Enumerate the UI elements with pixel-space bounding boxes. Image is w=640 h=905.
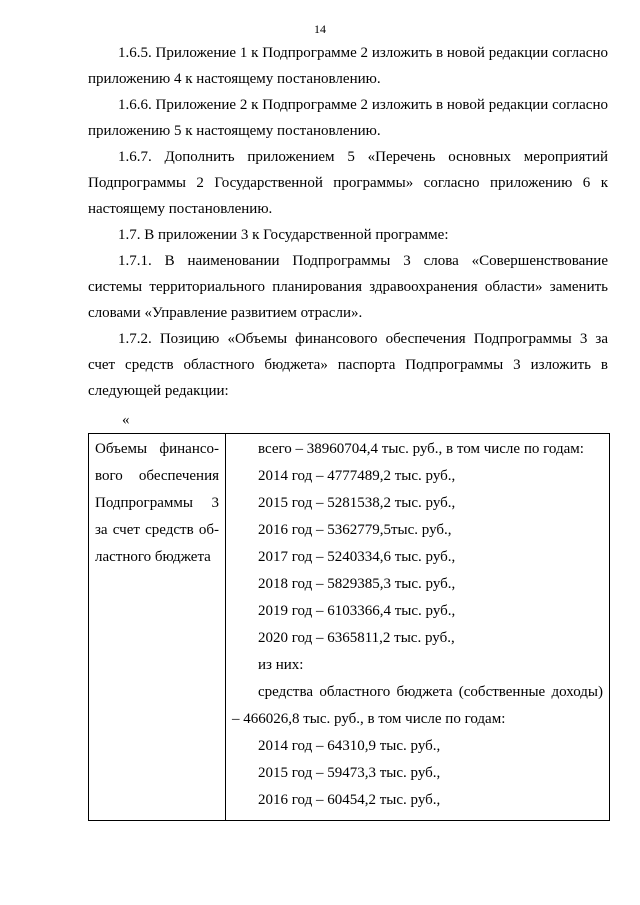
total-amount: всего – 38960704,4 тыс. руб., в том числе по годам: — [258, 441, 584, 457]
own-year-amount: 2015 год – 59473,3 тыс. руб., — [258, 765, 441, 781]
year-amount: 2014 год – 4777489,2 тыс. руб., — [258, 468, 456, 484]
year-amount: 2015 год – 5281538,2 тыс. руб., — [258, 495, 456, 511]
paragraph-1-6-7: 1.6.7. Дополнить приложением 5 «Перечень основных мероприятий Подпрограммы 2 Государственной программы» согласно приложению 6 к настоящему постановлению. — [88, 149, 608, 217]
year-amount: 2016 год – 5362779,5тыс. руб., — [258, 522, 452, 538]
financing-label-cell — [89, 434, 226, 821]
paragraph-1-7-1: 1.7.1. В наименовании Подпрограммы 3 слова «Совершенствование системы территориального планирования здравоохранения области» заменить словами «Управление развитием отрасли». — [88, 253, 608, 321]
year-amount: 2018 год – 5829385,3 тыс. руб., — [258, 576, 456, 592]
table-row — [89, 434, 610, 821]
opening-quote: « — [122, 412, 130, 428]
label-line: Объемы финансо- — [95, 441, 219, 457]
own-year-amount: 2016 год – 60454,2 тыс. руб., — [258, 792, 441, 808]
label-line: за счет средств об- — [95, 522, 219, 538]
label-line: Подпрограммы 3 — [95, 495, 219, 511]
paragraph-1-6-6: 1.6.6. Приложение 2 к Подпрограмме 2 изложить в новой редакции согласно приложению 5 к настоящему постановлению. — [88, 97, 608, 139]
own-year-amount: 2014 год – 64310,9 тыс. руб., — [258, 738, 441, 754]
financing-values-cell — [226, 434, 610, 821]
label-line: вого обеспечения — [95, 468, 219, 484]
year-amount: 2017 год – 5240334,6 тыс. руб., — [258, 549, 456, 565]
label-line: ластного бюджета — [95, 549, 211, 565]
of-them-label: из них: — [258, 657, 304, 673]
page-number: 14 — [314, 22, 326, 36]
paragraph-1-6-5: 1.6.5. Приложение 1 к Подпрограмме 2 изложить в новой редакции согласно приложению 4 к настоящему постановлению. — [88, 45, 608, 87]
year-amount: 2020 год – 6365811,2 тыс. руб., — [258, 630, 455, 646]
own-funds-text: средства областного бюджета (собственные доходы) – 466026,8 тыс. руб., в том числе по годам: — [232, 684, 603, 727]
year-amount: 2019 год – 6103366,4 тыс. руб., — [258, 603, 456, 619]
paragraph-1-7-2: 1.7.2. Позицию «Объемы финансового обеспечения Подпрограммы 3 за счет средств областного бюджета» паспорта Подпрограммы 3 изложить в следующей редакции: — [88, 331, 608, 399]
paragraph-1-7: 1.7. В приложении 3 к Государственной программе: — [118, 227, 449, 243]
financing-table — [88, 433, 610, 821]
